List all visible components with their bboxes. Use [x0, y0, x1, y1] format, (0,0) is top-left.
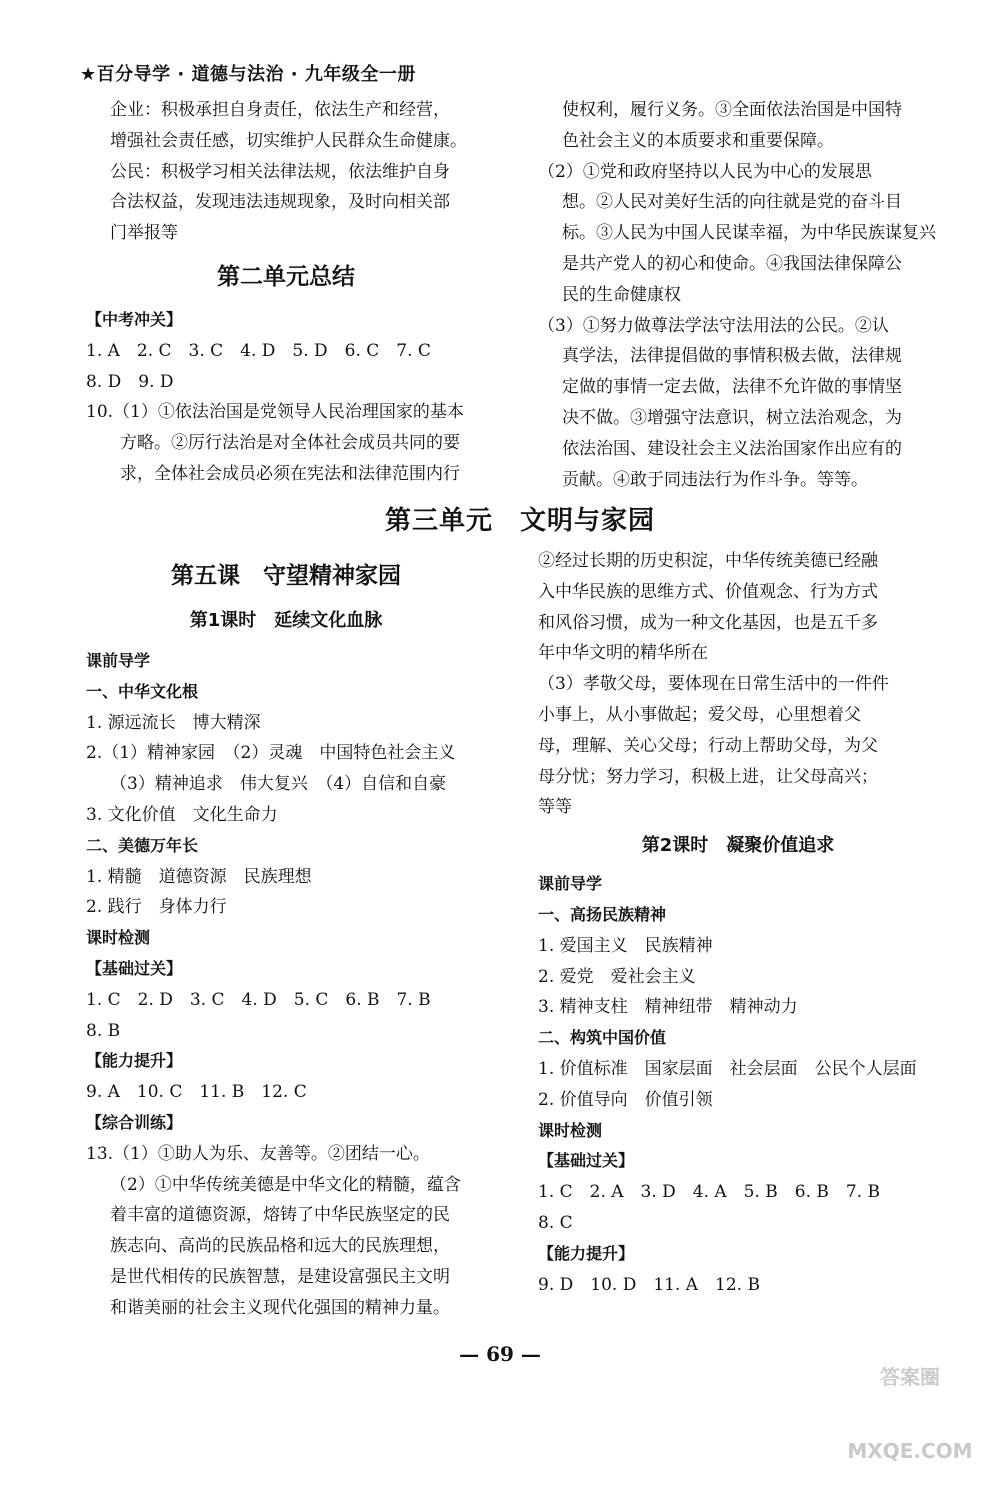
period-title: 第1课时 延续文化血脉 — [189, 610, 383, 631]
answer-line: 13.（1）①助人为乐、友善等。②团结一心。 — [86, 1143, 430, 1164]
text-line: 年中华文明的精华所在 — [538, 643, 708, 664]
answer-line: 10.（1）①依法治国是党领导人民治理国家的基本 — [86, 402, 464, 423]
text-line: 色社会主义的本质要求和重要保障。 — [562, 130, 834, 151]
text-line: 和风俗习惯，成为一种文化基因，也是五千多 — [538, 612, 878, 633]
page-number: — 69 — — [459, 1342, 541, 1366]
answer-line: 1. 价值标准 国家层面 社会层面 公民个人层面 — [538, 1058, 917, 1079]
answer-line: 3. 文化价值 文化生命力 — [86, 804, 278, 825]
watermark-logo: 答案圈 MXQE.COM — [847, 1365, 973, 1463]
answer-line: 2. 价值导向 价值引领 — [538, 1089, 713, 1110]
section-label: 二、美德万年长 — [86, 835, 199, 855]
right-column-top — [538, 95, 938, 495]
text-line: 贡献。④敢于同违法行为作斗争。等等。 — [562, 469, 868, 490]
section-heading: 第二单元总结 — [217, 263, 355, 290]
book-header: ★百分导学 · 道德与法治 · 九年级全一册 — [80, 64, 416, 85]
section-label: 【能力提升】 — [86, 1051, 183, 1071]
section-label: 一、高扬民族精神 — [538, 904, 667, 924]
text-line: 企业：积极承担自身责任，依法生产和经营， — [110, 100, 450, 120]
section-label: 一、中华文化根 — [86, 681, 199, 701]
text-line: 方略。②厉行法治是对全体社会成员共同的要 — [120, 433, 460, 454]
left-column-bottom — [86, 556, 486, 1324]
answer-line: 1. C 2. D 3. C 4. D 5. C 6. B 7. B — [86, 989, 431, 1010]
answer-line: 1. 源远流长 博大精深 — [86, 712, 261, 733]
text-line: ②经过长期的历史积淀，中华传统美德已经融 — [538, 551, 878, 571]
section-label: 【能力提升】 — [538, 1243, 635, 1263]
text-line: 着丰富的道德资源，熔铸了中华民族坚定的民 — [110, 1205, 450, 1226]
text-line: 求，全体社会成员必须在宪法和法律范围内行 — [120, 463, 460, 484]
answer-line: （3）精神追求 伟大复兴 （4）自信和自豪 — [110, 774, 447, 795]
answer-line: 1. C 2. A 3. D 4. A 5. B 6. B 7. B — [538, 1182, 881, 1203]
answer-line: 8. B — [86, 1020, 121, 1041]
text-line: 定做的事情一定去做，法律不允许做的事情坚 — [562, 377, 902, 398]
text-line: （2）①中华传统美德是中华文化的精髓，蕴含 — [110, 1174, 461, 1195]
unit-title: 第三单元 文明与家园 — [384, 506, 655, 536]
text-line: （3）①努力做尊法学法守法用法的公民。②认 — [538, 315, 889, 336]
text-line: 真学法，法律提倡做的事情积极去做，法律规 — [562, 346, 902, 367]
section-label: 课时检测 — [86, 928, 151, 948]
answer-line: 2. 爱党 爱社会主义 — [538, 966, 696, 987]
lesson-title: 第五课 守望精神家园 — [171, 563, 401, 589]
text-line: 标。③人民为中国人民谋幸福，为中华民族谋复兴 — [562, 223, 936, 244]
text-line: 族志向、高尚的民族品格和远大的民族理想， — [110, 1236, 450, 1257]
text-line: 母，理解、关心父母；行动上帮助父母，为父 — [538, 735, 878, 756]
period-title: 第2课时 凝聚价值追求 — [641, 835, 835, 857]
answer-line: 2.（1）精神家园 （2）灵魂 中国特色社会主义 — [86, 743, 456, 764]
answer-line: 3. 精神支柱 精神纽带 精神动力 — [538, 997, 798, 1018]
text-line: 是世代相传的民族智慧，是建设富强民主文明 — [110, 1266, 450, 1287]
text-line: 依法治国、建设社会主义法治国家作出应有的 — [562, 438, 902, 459]
section-label: 二、构筑中国价值 — [538, 1028, 667, 1048]
section-label: 【综合训练】 — [86, 1112, 183, 1132]
text-line: （3）孝敬父母，要体现在日常生活中的一件件 — [538, 674, 889, 695]
section-label: 课前导学 — [86, 651, 151, 670]
right-column-bottom — [538, 546, 938, 1300]
text-line: 增强社会责任感，切实维护人民群众生命健康。 — [110, 130, 467, 151]
left-column-top — [86, 95, 486, 490]
answer-line: 1. 精髓 道德资源 民族理想 — [86, 866, 312, 887]
answer-line: 9. D 10. D 11. A 12. B — [538, 1274, 760, 1295]
text-line: （2）①党和政府坚持以人民为中心的发展思 — [538, 161, 872, 182]
answer-line: 8. D 9. D — [86, 371, 174, 392]
answer-line: 1. A 2. C 3. C 4. D 5. D 6. C 7. C — [86, 340, 431, 361]
section-label: 【基础过关】 — [538, 1151, 635, 1171]
text-line: 使权利，履行义务。③全面依法治国是中国特 — [562, 100, 902, 120]
text-line: 是共产党人的初心和使命。④我国法律保障公 — [562, 253, 902, 274]
text-line: 和谐美丽的社会主义现代化强国的精神力量。 — [110, 1297, 450, 1318]
text-line: 母分忧；努力学习，积极上进，让父母高兴； — [538, 766, 878, 787]
text-line: 入中华民族的思维方式、价值观念、行为方式 — [538, 581, 878, 602]
section-label: 课前导学 — [538, 874, 603, 894]
section-label: 【中考冲关】 — [86, 309, 183, 329]
text-line: 等等 — [538, 797, 572, 818]
text-line: 民的生命健康权 — [562, 284, 681, 305]
answer-line: 2. 践行 身体力行 — [86, 897, 227, 918]
text-line: 公民：积极学习相关法律法规，依法维护自身 — [110, 161, 450, 182]
text-line: 门举报等 — [110, 223, 178, 244]
answer-line: 1. 爱国主义 民族精神 — [538, 935, 713, 956]
text-line: 小事上，从小事做起；爱父母，心里想着父 — [538, 704, 861, 725]
answer-line: 9. A 10. C 11. B 12. C — [86, 1082, 307, 1103]
text-line: 想。②人民对美好生活的向往就是党的奋斗目 — [562, 192, 902, 213]
text-line: 决不做。③增强守法意识，树立法治观念，为 — [562, 407, 902, 428]
text-line: 合法权益，发现违法违规现象，及时向相关部 — [110, 192, 450, 213]
section-label: 【基础过关】 — [86, 958, 183, 978]
section-label: 课时检测 — [538, 1120, 603, 1140]
answer-line: 8. C — [538, 1212, 573, 1233]
